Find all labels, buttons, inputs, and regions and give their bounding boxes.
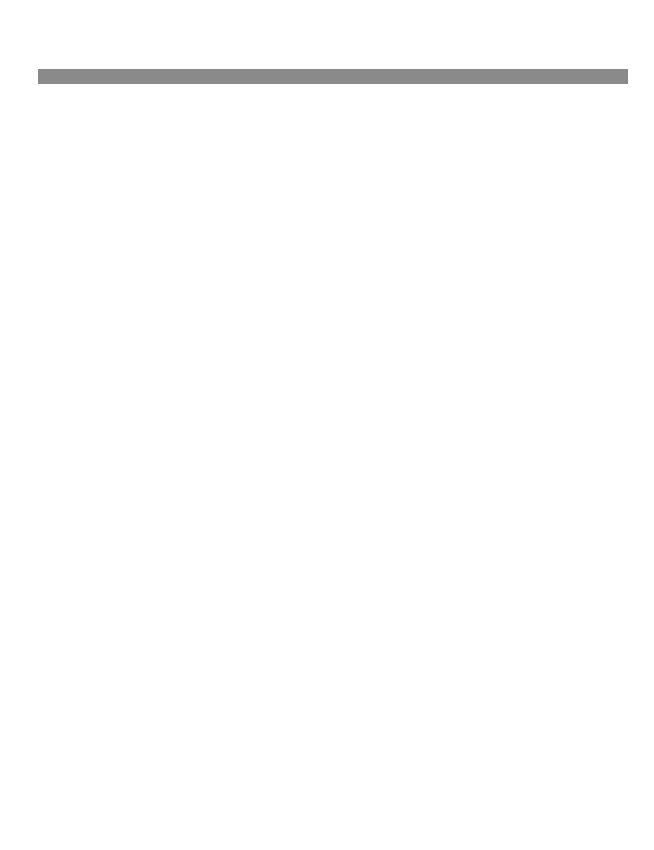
table-header	[38, 69, 628, 84]
